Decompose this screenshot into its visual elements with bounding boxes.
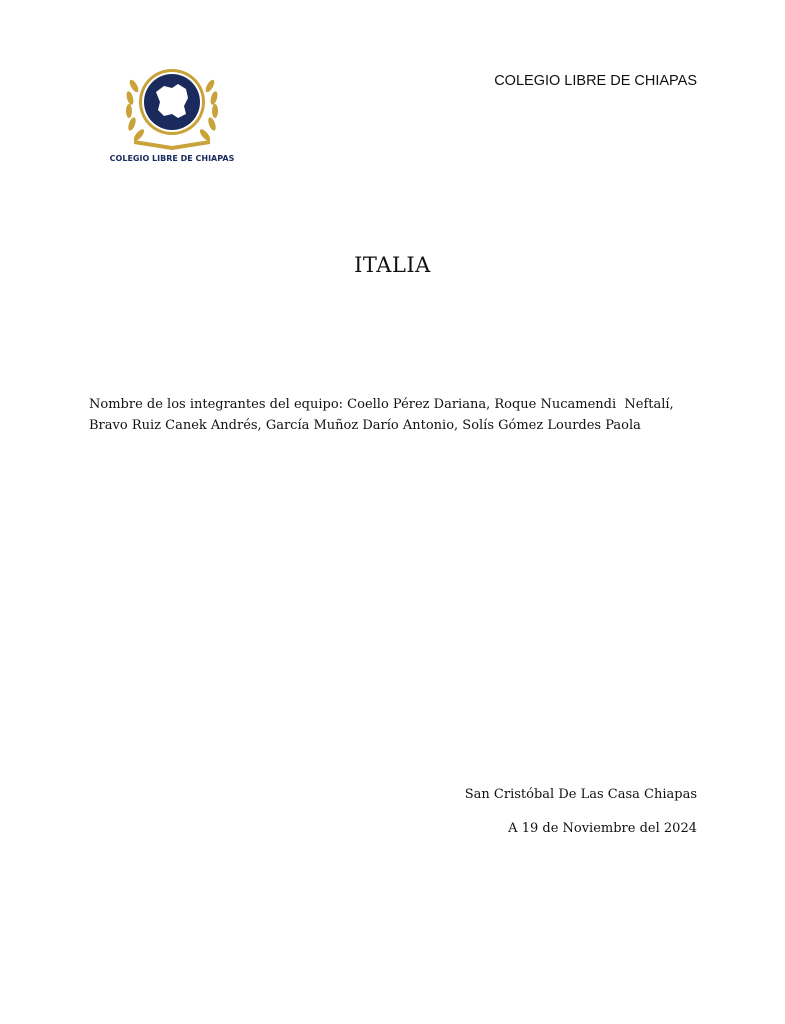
school-crest-icon — [109, 56, 235, 168]
place-line: San Cristóbal De Las Casa Chiapas — [464, 787, 697, 802]
document-title: ITALIA — [354, 253, 431, 277]
school-name-header: COLEGIO LIBRE DE CHIAPAS — [494, 73, 697, 89]
school-crest-logo — [109, 56, 235, 168]
date-line: A 19 de Noviembre del 2024 — [508, 821, 697, 836]
team-members-paragraph: Nombre de los integrantes del equipo: Coello Pérez Dariana, Roque Nucamendi Neftalí, Bravo Ruiz Canek Andrés, García Muñoz Darío Antonio, Solís Gómez Lourdes Paola — [89, 397, 678, 433]
svg-text:COLEGIO LIBRE DE CHIAPAS: COLEGIO LIBRE DE CHIAPAS — [109, 154, 235, 163]
